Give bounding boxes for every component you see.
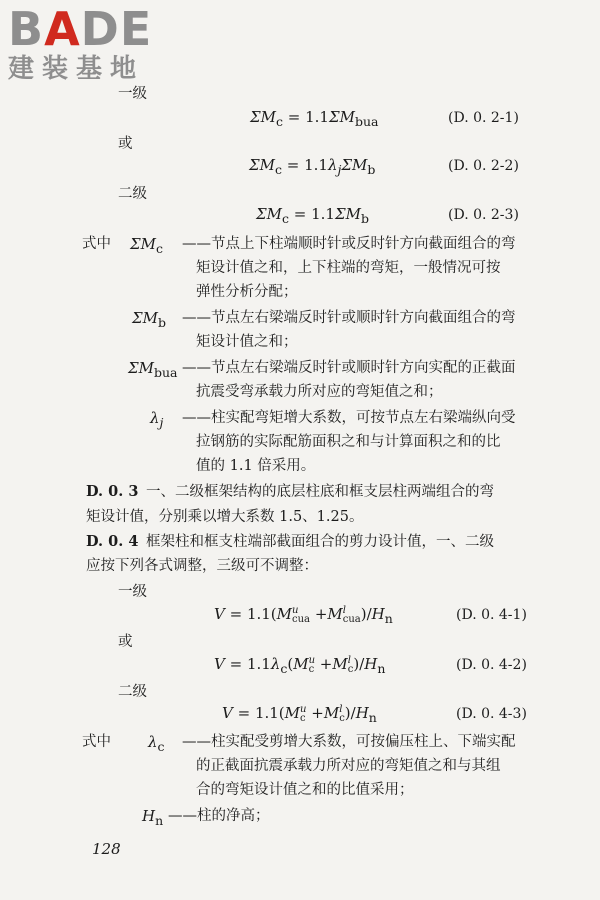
symbol-sum-mc: $\Sigma M_c$ — [130, 235, 163, 256]
bade-logo — [8, 2, 178, 84]
def-mc-line-3: 弹性分析分配； — [196, 284, 298, 300]
level-one-label: 一级 — [118, 86, 147, 102]
level-two-label-2: 二级 — [118, 684, 147, 700]
def-lj-line-3: 值的 1.1 倍采用。 — [196, 458, 316, 474]
def-mbua-line-2: 抗震受弯承载力所对应的弯矩值之和； — [196, 384, 443, 400]
equation-number-d022: (D. 0. 2-2) — [448, 158, 519, 174]
def-lc-line-3: 合的弯矩设计值之和的比值采用； — [196, 782, 414, 798]
equation-d023: $\Sigma M_c = 1.1\Sigma M_b$ — [256, 205, 369, 226]
equation-number-d043: (D. 0. 4-3) — [456, 706, 527, 722]
equation-d021: $\Sigma M_c = 1.1\Sigma M_{bua}$ — [250, 108, 379, 129]
clause-d03-line-2: 矩设计值，分别乘以增大系数 1.5、1.25。 — [86, 509, 364, 525]
equation-number-d021: (D. 0. 2-1) — [448, 110, 519, 126]
equation-d043: V = 1.1(M u c +M l c )$/H_n$ — [222, 704, 377, 725]
def-mbua-line-1: ——节点左右梁端反时针或顺时针方向实配的正截面 — [182, 360, 516, 376]
logo-wordmark: BADE — [8, 2, 153, 56]
logo-subtitle: 建装基地 — [8, 54, 145, 84]
def-lc-line-2: 的正截面抗震承载力所对应的弯矩值之和与其组 — [196, 758, 501, 774]
symbol-sum-mb: $\Sigma M_b$ — [132, 309, 166, 330]
level-one-label-2: 一级 — [118, 584, 147, 600]
clause-d04-line-2: 应按下列各式调整，三级可不调整： — [86, 558, 318, 574]
def-mb-line-2: 矩设计值之和； — [196, 334, 298, 350]
where-label-2: 式中 — [82, 734, 111, 750]
symbol-sum-mbua: $\Sigma M_{bua}$ — [128, 359, 178, 380]
def-mc-line-1: ——节点上下柱端顺时针或反时针方向截面组合的弯 — [182, 236, 516, 252]
def-mc-line-2: 矩设计值之和，上下柱端的弯矩，一般情况可按 — [196, 260, 501, 276]
clause-d04-label: D. 0. 4 — [86, 533, 139, 550]
clause-d03-label: D. 0. 3 — [86, 483, 139, 500]
equation-number-d042: (D. 0. 4-2) — [456, 657, 527, 673]
def-mb-line-1: ——节点左右梁端反时针或顺时针方向截面组合的弯 — [182, 310, 516, 326]
def-lc-line-1: ——柱实配受剪增大系数，可按偏压柱上、下端实配 — [182, 734, 516, 750]
page-number: 128 — [92, 840, 121, 858]
symbol-lambda-c: $\lambda_c$ — [148, 733, 165, 754]
clause-d04-line-1: 框架柱和框支柱端部截面组合的剪力设计值，一、二级 — [146, 534, 494, 550]
or-label-2: 或 — [118, 634, 133, 650]
clause-d03-line-1: 一、二级框架结构的底层柱底和框支层柱两端组合的弯 — [146, 484, 494, 500]
equation-d041: V = 1.1(M u cua +M l cua )$/H_n$ — [214, 605, 393, 626]
def-hn-line-1: ——柱的净高； — [168, 808, 270, 824]
symbol-hn: $H_n$ — [142, 807, 164, 828]
equation-d042: $V = 1.1\lambda_c(M$ u c +M l c )$/H_n$ — [214, 655, 386, 676]
symbol-lambda-j: $\lambda_j$ — [150, 409, 164, 430]
equation-number-d023: (D. 0. 2-3) — [448, 207, 519, 223]
where-label: 式中 — [82, 236, 111, 252]
equation-number-d041: (D. 0. 4-1) — [456, 607, 527, 623]
level-two-label: 二级 — [118, 186, 147, 202]
def-lj-line-1: ——柱实配弯矩增大系数，可按节点左右梁端纵向受 — [182, 410, 516, 426]
or-label: 或 — [118, 136, 133, 152]
def-lj-line-2: 拉钢筋的实际配筋面积之和与计算面积之和的比 — [196, 434, 501, 450]
equation-d022: $\Sigma M_c = 1.1\lambda_j\Sigma M_b$ — [249, 156, 376, 177]
